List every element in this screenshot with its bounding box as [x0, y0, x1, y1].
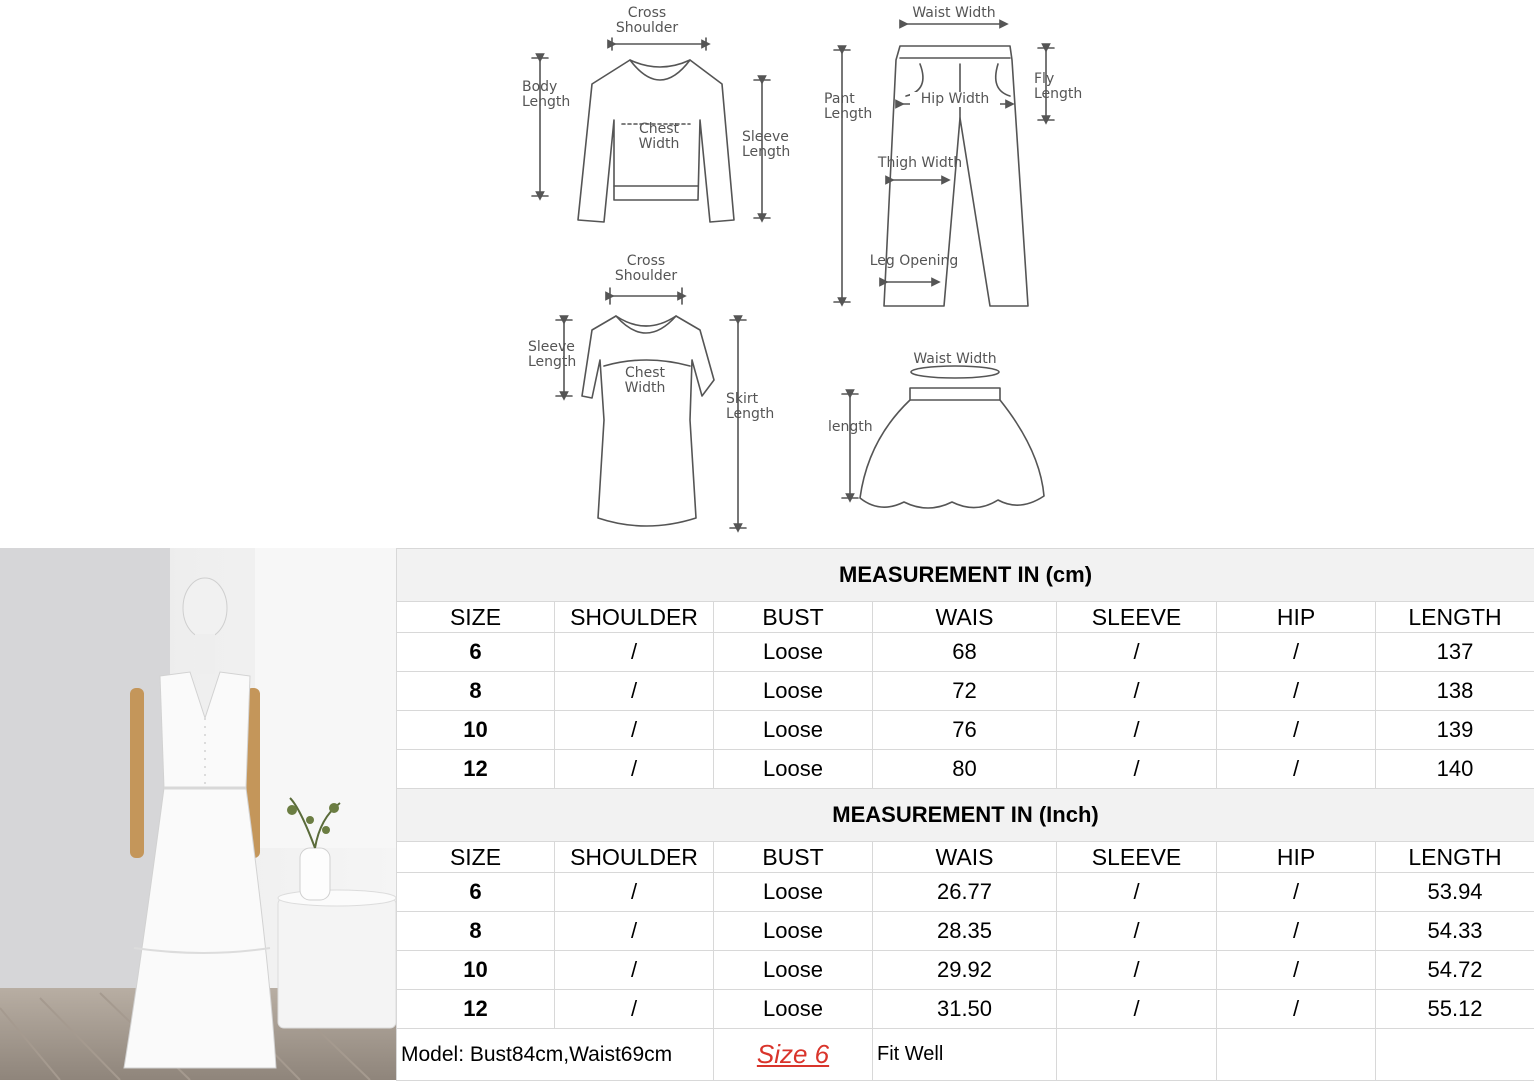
label-skirt-length: Skirt Length: [726, 392, 796, 422]
dress-sketch: [582, 316, 714, 526]
bust-cell: Loose: [714, 750, 873, 789]
model-info-row: [397, 1029, 1534, 1081]
size-cell: 10: [397, 711, 555, 750]
header-size: SIZE: [397, 842, 555, 873]
label-dress-sleeve-length: Sleeve Length: [528, 340, 598, 370]
length-cell: 137: [1376, 633, 1534, 672]
waist-cell: 26.77: [873, 873, 1057, 912]
header-length: LENGTH: [1376, 842, 1534, 873]
fit-note: Fit Well: [873, 1029, 1057, 1081]
model-size: Size 6: [714, 1029, 873, 1081]
length-cell: 55.12: [1376, 990, 1534, 1029]
cm-title-row: [397, 549, 1534, 602]
size-cell: 8: [397, 912, 555, 951]
sleeve-cell: /: [1057, 990, 1217, 1029]
inch-title-row: [397, 789, 1534, 842]
length-cell: 140: [1376, 750, 1534, 789]
bust-cell: Loose: [714, 633, 873, 672]
shoulder-cell: /: [555, 711, 714, 750]
hip-cell: /: [1217, 633, 1376, 672]
sleeve-cell: /: [1057, 951, 1217, 990]
shoulder-cell: /: [555, 672, 714, 711]
header-shoulder: SHOULDER: [555, 602, 714, 633]
shoulder-cell: /: [555, 873, 714, 912]
header-size: SIZE: [397, 602, 555, 633]
hip-cell: /: [1217, 912, 1376, 951]
label-body-length: Body Length: [522, 80, 592, 110]
header-waist: WAIS: [873, 842, 1057, 873]
header-shoulder: SHOULDER: [555, 842, 714, 873]
length-cell: 54.33: [1376, 912, 1534, 951]
table-row: [397, 990, 1534, 1029]
length-cell: 138: [1376, 672, 1534, 711]
hip-cell: /: [1217, 711, 1376, 750]
sleeve-cell: /: [1057, 912, 1217, 951]
hip-cell: /: [1217, 873, 1376, 912]
waist-cell: 29.92: [873, 951, 1057, 990]
cm-title: MEASUREMENT IN (cm): [397, 549, 1534, 602]
label-cross-shoulder: Cross Shoulder: [612, 6, 682, 36]
waist-cell: 68: [873, 633, 1057, 672]
shoulder-cell: /: [555, 750, 714, 789]
waist-cell: 72: [873, 672, 1057, 711]
label-fly-length: Fly Length: [1034, 72, 1104, 102]
bust-cell: Loose: [714, 990, 873, 1029]
product-photo: [0, 548, 396, 1080]
size-cell: 6: [397, 633, 555, 672]
header-sleeve: SLEEVE: [1057, 602, 1217, 633]
table-row: [397, 951, 1534, 990]
header-hip: HIP: [1217, 602, 1376, 633]
inch-header-row: [397, 842, 1534, 873]
header-bust: BUST: [714, 842, 873, 873]
label-hip-width: Hip Width: [910, 92, 1000, 107]
waist-cell: 28.35: [873, 912, 1057, 951]
label-leg-opening: Leg Opening: [860, 254, 968, 269]
table-row: [397, 873, 1534, 912]
sleeve-cell: /: [1057, 873, 1217, 912]
shoulder-cell: /: [555, 633, 714, 672]
sleeve-cell: /: [1057, 750, 1217, 789]
label-pant-length: Pant Length: [824, 92, 894, 122]
hip-cell: /: [1217, 750, 1376, 789]
table-row: [397, 711, 1534, 750]
table-row: [397, 750, 1534, 789]
label-sleeve-length: Sleeve Length: [742, 130, 812, 160]
waist-cell: 31.50: [873, 990, 1057, 1029]
shoulder-cell: /: [555, 990, 714, 1029]
waist-cell: 80: [873, 750, 1057, 789]
empty-cell: [1217, 1029, 1376, 1081]
label-thigh-width: Thigh Width: [868, 156, 972, 171]
empty-cell: [1057, 1029, 1217, 1081]
waist-cell: 76: [873, 711, 1057, 750]
cm-header-row: [397, 602, 1534, 633]
sleeve-cell: /: [1057, 672, 1217, 711]
shoulder-cell: /: [555, 951, 714, 990]
model-measurements: Model: Bust84cm,Waist69cm: [397, 1029, 714, 1081]
header-bust: BUST: [714, 602, 873, 633]
label-dress-cross-shoulder: Cross Shoulder: [608, 254, 684, 284]
mannequin-dress-image: [0, 548, 396, 1080]
inch-title: MEASUREMENT IN (Inch): [397, 789, 1534, 842]
bust-cell: Loose: [714, 873, 873, 912]
sleeve-cell: /: [1057, 711, 1217, 750]
table-row: [397, 633, 1534, 672]
table-row: [397, 672, 1534, 711]
header-hip: HIP: [1217, 842, 1376, 873]
shoulder-cell: /: [555, 912, 714, 951]
hip-cell: /: [1217, 990, 1376, 1029]
label-skirt-waist-width: Waist Width: [900, 352, 1010, 367]
size-cell: 10: [397, 951, 555, 990]
size-cell: 12: [397, 990, 555, 1029]
size-cell: 6: [397, 873, 555, 912]
sleeve-cell: /: [1057, 633, 1217, 672]
header-waist: WAIS: [873, 602, 1057, 633]
table-row: [397, 912, 1534, 951]
length-cell: 139: [1376, 711, 1534, 750]
size-cell: 12: [397, 750, 555, 789]
empty-cell: [1376, 1029, 1534, 1081]
header-length: LENGTH: [1376, 602, 1534, 633]
length-cell: 53.94: [1376, 873, 1534, 912]
hip-cell: /: [1217, 951, 1376, 990]
bust-cell: Loose: [714, 951, 873, 990]
bust-cell: Loose: [714, 672, 873, 711]
size-chart-table: [396, 548, 1534, 1081]
label-waist-width: Waist Width: [898, 6, 1010, 21]
label-skirt-length-short: length: [828, 420, 888, 435]
length-cell: 54.72: [1376, 951, 1534, 990]
label-chest-width: Chest Width: [624, 122, 694, 152]
bust-cell: Loose: [714, 711, 873, 750]
skirt-sketch: [860, 388, 1044, 508]
header-sleeve: SLEEVE: [1057, 842, 1217, 873]
bust-cell: Loose: [714, 912, 873, 951]
size-cell: 8: [397, 672, 555, 711]
hip-cell: /: [1217, 672, 1376, 711]
label-dress-chest-width: Chest Width: [610, 366, 680, 396]
